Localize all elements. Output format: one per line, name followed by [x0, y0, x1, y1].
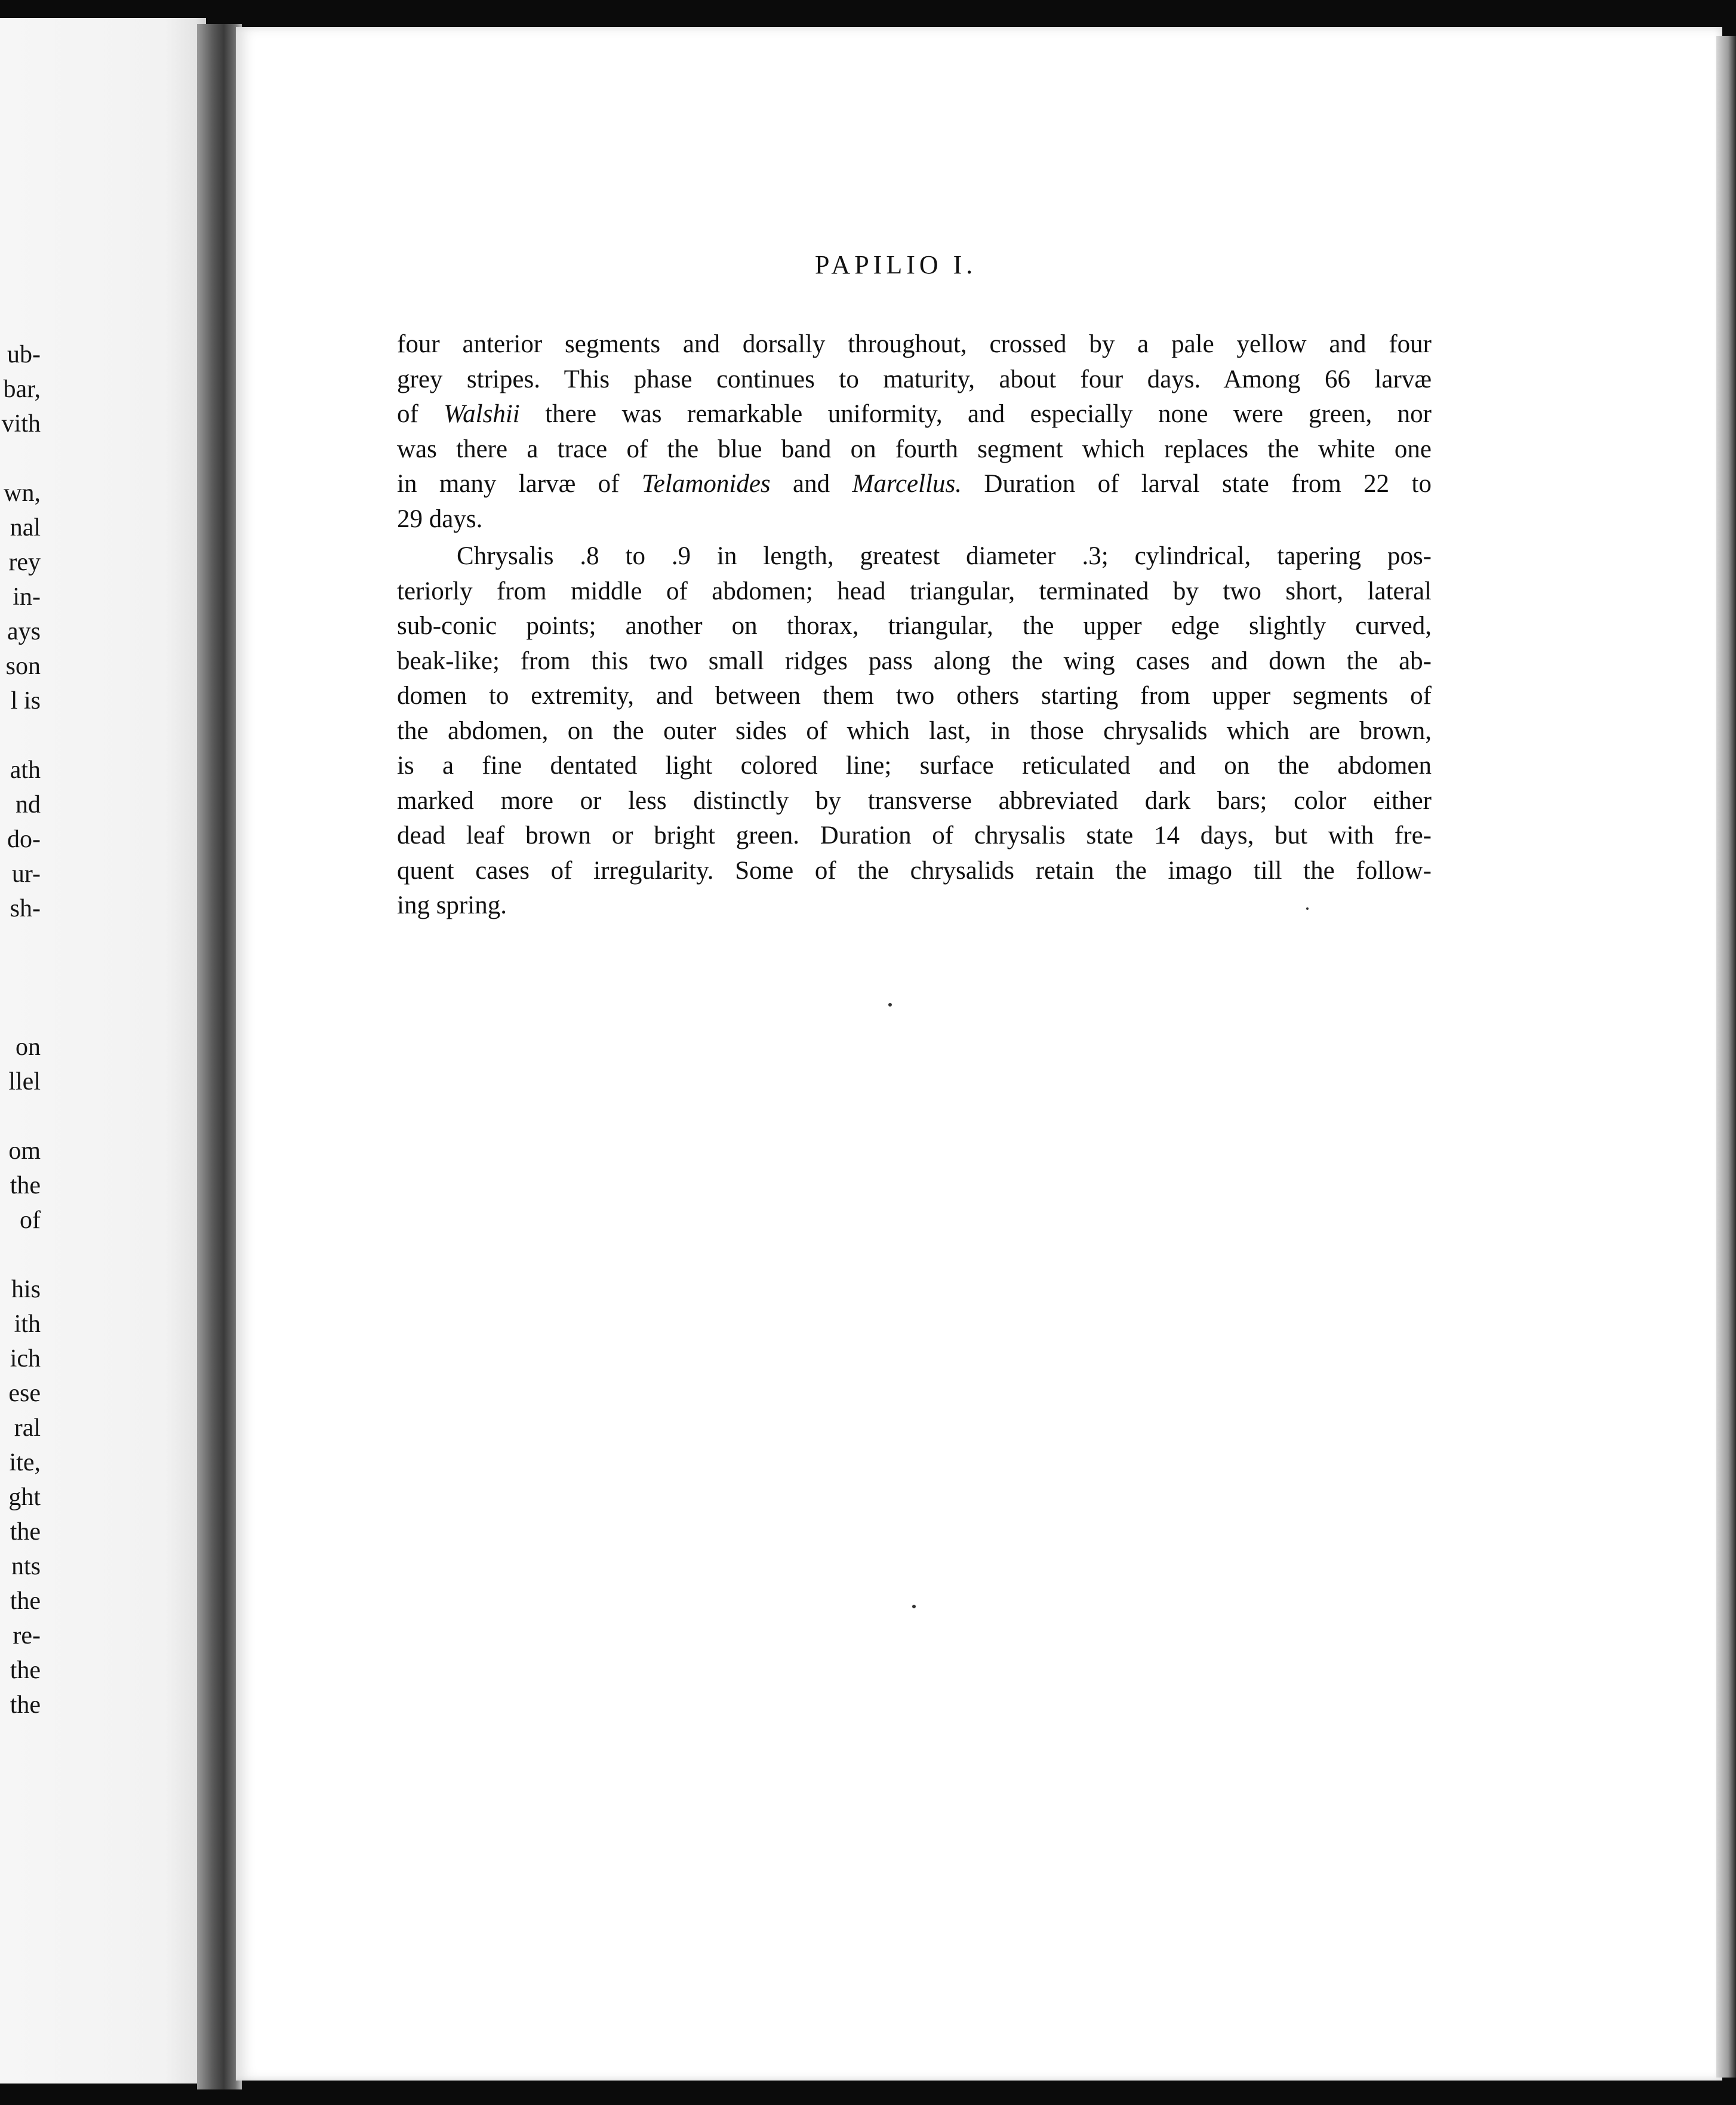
left-page-line-fragment: wn,: [4, 479, 41, 507]
text-run: marked more or less distinctly by transverse abbreviated dark bars; color either: [397, 786, 1432, 815]
text-run: the abdomen, on the outer sides of which last, in those chrysalids which are brown,: [397, 716, 1432, 745]
text-run: there was remarkable uniformity, and especially none were green, nor: [519, 400, 1432, 428]
text-run: of: [397, 400, 444, 428]
left-page-line-fragment: ite,: [9, 1449, 41, 1476]
text-line: [397, 327, 1432, 362]
left-page-line-fragment: ub-: [7, 341, 41, 368]
left-page-line-fragment: sh-: [10, 895, 41, 922]
left-page-line-fragment: ath: [10, 756, 41, 784]
text-run: sub-conic points; another on thorax, triangular, the upper edge slightly curved,: [397, 612, 1432, 640]
left-page-line-fragment: ays: [7, 618, 41, 645]
left-page-line-fragment: the: [10, 1657, 41, 1684]
left-page-line-fragment: in-: [13, 583, 41, 611]
text-run: dead leaf brown or bright green. Duration of chrysalis state 14 days, but with fre-: [397, 821, 1432, 850]
text-run: grey stripes. This phase continues to maturity, about four days. Among 66 larvæ: [397, 365, 1432, 393]
text-line: [397, 397, 1432, 432]
left-page-line-fragment: on: [16, 1033, 41, 1061]
left-page-line-fragment: nal: [10, 514, 41, 541]
left-page-line-fragment: the: [10, 1587, 41, 1615]
left-page-line-fragment: of: [20, 1207, 41, 1234]
text-line: [397, 888, 1432, 924]
text-line: [397, 574, 1432, 610]
text-line: [397, 362, 1432, 398]
text-line: [397, 502, 1432, 537]
left-page-line-fragment: rey: [8, 549, 41, 576]
left-page-line-fragment: ght: [8, 1484, 41, 1511]
left-page-line-fragment: his: [11, 1276, 41, 1303]
italic-taxon-name: Marcellus.: [852, 470, 962, 498]
print-speck: [912, 1605, 916, 1608]
left-page-line-fragment: ich: [10, 1345, 41, 1372]
body-text: [397, 327, 1432, 924]
left-page-line-fragment: bar,: [3, 376, 41, 403]
left-page-line-fragment: the: [10, 1172, 41, 1199]
left-page-line-fragment: do-: [7, 826, 41, 853]
text-run: in many larvæ of: [397, 470, 642, 498]
left-page-line-fragment: nd: [16, 791, 41, 818]
text-run: four anterior segments and dorsally throughout, crossed by a pale yellow and four: [397, 330, 1432, 358]
text-run: quent cases of irregularity. Some of the chrysalids retain the imago till the follow-: [397, 856, 1432, 885]
left-page-line-fragment: son: [5, 653, 41, 680]
text-line: [397, 818, 1432, 854]
text-run: 29 days.: [397, 504, 483, 533]
text-run: beak-like; from this two small ridges pass along the wing cases and down the ab-: [397, 647, 1432, 675]
left-page-line-fragment: ith: [14, 1310, 41, 1338]
left-page-line-fragment: ral: [14, 1414, 41, 1442]
text-line: [397, 539, 1432, 574]
left-page-line-fragment: the: [10, 1691, 41, 1719]
text-line: [397, 644, 1432, 679]
text-line: [397, 609, 1432, 644]
text-line: [397, 854, 1432, 889]
left-page-text-fragments: [0, 0, 206, 2105]
italic-taxon-name: Telamonides: [641, 470, 771, 498]
text-run: teriorly from middle of abdomen; head triangular, terminated by two short, lateral: [397, 577, 1432, 605]
text-line: [397, 467, 1432, 502]
text-run: is a fine dentated light colored line; surface reticulated and on the abdomen: [397, 752, 1432, 780]
text-run: Chrysalis .8 to .9 in length, greatest diameter .3; cylindrical, tapering pos-: [457, 542, 1432, 570]
text-line: [397, 679, 1432, 714]
text-run: Duration of larval state from 22 to: [962, 470, 1432, 498]
left-page-line-fragment: ese: [8, 1380, 41, 1407]
left-page-line-fragment: om: [8, 1137, 41, 1165]
right-page-edge: [1716, 36, 1736, 2078]
left-page-line-fragment: re-: [13, 1622, 41, 1649]
left-page-line-fragment: nts: [11, 1553, 41, 1580]
text-line: [397, 749, 1432, 784]
text-run: domen to extremity, and between them two others starting from upper segments of: [397, 682, 1432, 710]
running-header: PAPILIO I.: [815, 250, 977, 279]
text-line: [397, 714, 1432, 749]
text-run: was there a trace of the blue band on fourth segment which replaces the white one: [397, 435, 1432, 463]
text-line: [397, 432, 1432, 467]
left-page-line-fragment: l is: [10, 687, 41, 715]
left-page-line-fragment: llel: [8, 1068, 41, 1095]
left-page-line-fragment: the: [10, 1518, 41, 1546]
paragraph-chrysalis-description: [397, 539, 1432, 924]
text-line: [397, 784, 1432, 819]
left-page-line-fragment: vith: [1, 410, 41, 438]
book-gutter: [197, 24, 242, 2089]
print-speck: [1306, 907, 1309, 910]
print-speck: [888, 1003, 892, 1007]
text-run: and: [770, 470, 852, 498]
italic-taxon-name: Walshii: [444, 400, 520, 428]
text-run: ing spring.: [397, 891, 507, 919]
left-page-line-fragment: ur-: [11, 860, 41, 888]
paragraph-larva-description: [397, 327, 1432, 537]
